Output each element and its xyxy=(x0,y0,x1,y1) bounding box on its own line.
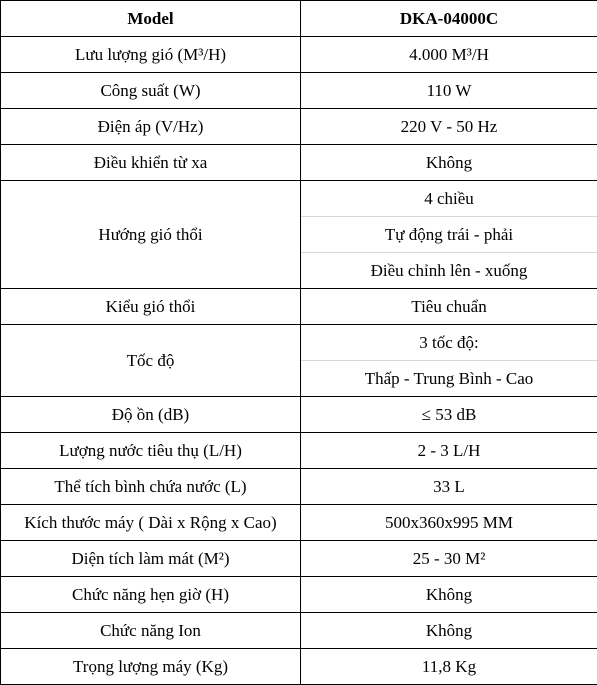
row-label: Diện tích làm mát (M²) xyxy=(1,541,301,577)
row-label: Kích thước máy ( Dài x Rộng x Cao) xyxy=(1,505,301,541)
row-label: Thể tích bình chứa nước (L) xyxy=(1,469,301,505)
row-value: 25 - 30 M² xyxy=(301,541,597,577)
header-model-value: DKA-04000C xyxy=(301,1,597,37)
table-row xyxy=(1,505,597,541)
table-row xyxy=(1,397,597,433)
row-value: 2 - 3 L/H xyxy=(301,433,597,469)
row-label: Lượng nước tiêu thụ (L/H) xyxy=(1,433,301,469)
row-label: Điện áp (V/Hz) xyxy=(1,109,301,145)
table-row xyxy=(1,469,597,505)
row-value: Tự động trái - phải xyxy=(301,217,597,253)
table-row xyxy=(1,613,597,649)
table-row xyxy=(1,541,597,577)
row-value: 500x360x995 MM xyxy=(301,505,597,541)
row-label: Trọng lượng máy (Kg) xyxy=(1,649,301,685)
table-row xyxy=(1,37,597,73)
row-label: Điều khiển từ xa xyxy=(1,145,301,181)
row-label: Chức năng Ion xyxy=(1,613,301,649)
table-row xyxy=(1,109,597,145)
row-label: Chức năng hẹn giờ (H) xyxy=(1,577,301,613)
header-label: Model xyxy=(1,1,301,37)
table-row xyxy=(1,577,597,613)
table-row xyxy=(1,649,597,685)
row-label: Công suất (W) xyxy=(1,73,301,109)
table-header-row xyxy=(1,1,597,37)
row-value: 3 tốc độ: xyxy=(301,325,597,361)
row-value: Không xyxy=(301,145,597,181)
table-row xyxy=(1,289,597,325)
table-row xyxy=(1,145,597,181)
table-row xyxy=(1,325,597,361)
table-row xyxy=(1,181,597,217)
row-label: Hướng gió thổi xyxy=(1,181,301,289)
row-value: Thấp - Trung Bình - Cao xyxy=(301,361,597,397)
row-value: Không xyxy=(301,613,597,649)
row-label: Kiểu gió thổi xyxy=(1,289,301,325)
row-value: 110 W xyxy=(301,73,597,109)
row-value: Không xyxy=(301,577,597,613)
row-value: 33 L xyxy=(301,469,597,505)
row-value: 4.000 M³/H xyxy=(301,37,597,73)
row-value: Điều chỉnh lên - xuống xyxy=(301,253,597,289)
row-value: 11,8 Kg xyxy=(301,649,597,685)
row-label: Độ ồn (dB) xyxy=(1,397,301,433)
table-row xyxy=(1,433,597,469)
table-row xyxy=(1,73,597,109)
row-value: 220 V - 50 Hz xyxy=(301,109,597,145)
row-label: Tốc độ xyxy=(1,325,301,397)
row-value: Tiêu chuẩn xyxy=(301,289,597,325)
row-value: ≤ 53 dB xyxy=(301,397,597,433)
row-value: 4 chiều xyxy=(301,181,597,217)
row-label: Lưu lượng gió (M³/H) xyxy=(1,37,301,73)
